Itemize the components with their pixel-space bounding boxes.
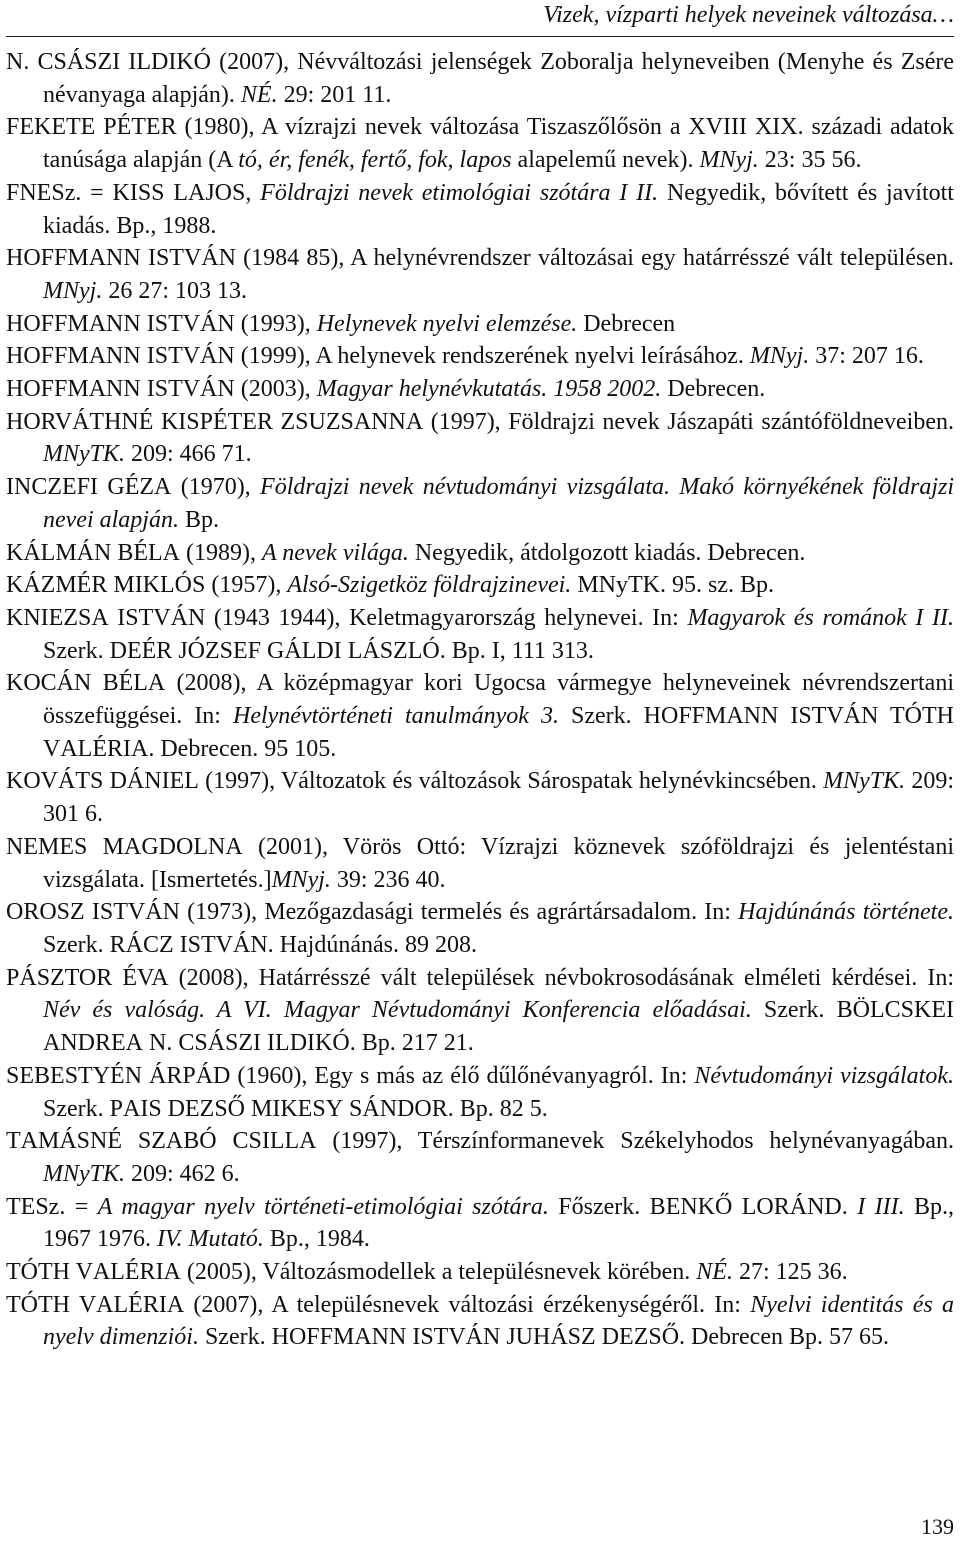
ref-text: (1973), Mezőgazdasági termelés és agrártársadalom. In: <box>179 899 739 926</box>
ref-author-smallcaps: OVÁTS <box>23 768 104 795</box>
ref-text: (1997), Földrajzi nevek Jászapáti szántóföldneveiben. <box>423 408 954 435</box>
ref-text: P <box>6 964 20 991</box>
ref-author-smallcaps: ORVÁTHNÉ <box>23 408 154 435</box>
ref-text: (1984 85), A helynévrendszer változásai egy határrésszé vált településen. <box>235 245 954 272</box>
ref-text: M <box>87 833 124 860</box>
ref-text: (1957), <box>205 572 288 599</box>
reference-entry <box>6 373 954 406</box>
ref-author-smallcaps: ALÉRIA <box>92 1259 181 1286</box>
ref-text: N. C <box>143 1030 195 1057</box>
ref-author-smallcaps: STVÁN <box>798 703 879 730</box>
ref-text: I <box>261 1030 276 1057</box>
ref-author-smallcaps: UHÁSZ <box>515 1324 596 1351</box>
ref-text: I <box>140 343 155 370</box>
ref-text: S <box>122 1128 152 1155</box>
ref-author-smallcaps: ÓTH <box>904 703 954 730</box>
ref-text: (2001), Vörös Ottó: Vízrajzi köznevek szóföldrajzi és jelentéstani vizsgálata. [Ismertetés.] <box>43 833 954 893</box>
ref-text: , <box>245 179 261 206</box>
reference-entry <box>6 962 954 1060</box>
ref-author-smallcaps: SILLA <box>248 1128 317 1155</box>
reference-entry <box>6 406 954 471</box>
ref-text: H <box>6 376 24 403</box>
ref-text: (2005), Változásmodellek a településnevek körében. <box>180 1259 697 1286</box>
ref-italic-text: NÉ. <box>240 81 278 108</box>
ref-text: K <box>153 408 179 435</box>
ref-author-smallcaps: STVÁN <box>420 1324 501 1351</box>
ref-text: Á <box>142 1062 167 1089</box>
ref-text: Szerk. B <box>751 997 853 1024</box>
ref-text: Bp., 1984. <box>263 1226 370 1253</box>
ref-italic-text: Hajdúnánás története. <box>738 899 955 926</box>
ref-author-smallcaps: STVÁN <box>125 604 206 631</box>
ref-italic-text: tó, ér, fenék, fertő, fok, lapos <box>238 147 512 174</box>
ref-italic-text: MNyTK. <box>43 441 126 468</box>
ref-author-smallcaps: OFFMANN <box>23 245 141 272</box>
ref-text: I <box>173 931 188 958</box>
ref-italic-text: MNyTK. <box>43 1160 126 1187</box>
ref-text: H <box>6 408 24 435</box>
ref-author-smallcaps: ÁLMÁN <box>23 539 112 566</box>
ref-author-smallcaps: NIEZSA <box>23 604 109 631</box>
ref-text: (2007), Névváltozási jelenségek Zoboralja helyneveiben (Menyhe és Zsére névanyaga alapján). <box>43 49 954 108</box>
ref-text: . <box>841 1193 858 1220</box>
ref-text: T <box>878 703 905 730</box>
ref-author-smallcaps: ÉLA <box>133 539 181 566</box>
ref-text: A <box>43 1030 61 1057</box>
ref-text: Debrecen. <box>661 376 766 403</box>
ref-author-smallcaps: EKETE <box>19 114 96 141</box>
ref-author-smallcaps: ISS <box>129 179 165 206</box>
ref-text: 23: 35 56. <box>758 147 862 174</box>
header-rule <box>6 36 954 37</box>
ref-author-smallcaps: EÉR <box>126 637 173 664</box>
ref-author-smallcaps: EZSŐ <box>619 1324 680 1351</box>
ref-text: S <box>6 1062 20 1089</box>
ref-author-smallcaps: ÁCZ <box>125 931 174 958</box>
ref-author-smallcaps: OFFMANN <box>660 703 779 730</box>
running-title: Vizek, vízparti helyek neveinek változása… <box>543 2 954 28</box>
ref-text: B <box>91 670 119 697</box>
ref-author-smallcaps: EZSŐ <box>185 1095 246 1122</box>
ref-text: TESz. = <box>6 1193 98 1220</box>
ref-text: Negyedik, átdolgozott kiadás. Debrecen. <box>408 539 806 566</box>
ref-text: . Bp. 82 5. <box>447 1095 548 1122</box>
ref-author-smallcaps: STVÁN <box>154 310 235 337</box>
ref-text: Debrecen <box>577 310 676 337</box>
ref-author-smallcaps: EBESTYÉN <box>19 1062 143 1089</box>
ref-author-smallcaps: ISPÉTER <box>178 408 273 435</box>
ref-text: (1980), A vízrajzi nevek változása Tiszaszőlősön a XVIII XIX. századi adatok tanúsága alapján (A <box>43 114 954 174</box>
ref-text: Szerk. D <box>43 637 127 664</box>
reference-entry <box>6 242 954 307</box>
ref-author-smallcaps: ORÁND <box>756 1193 842 1220</box>
ref-text: T <box>6 1128 21 1155</box>
ref-text: 209: 466 71. <box>125 441 252 468</box>
ref-italic-text: NÉ. <box>696 1259 733 1286</box>
ref-text: . Bp. I, 111 313. <box>439 637 594 664</box>
ref-author-smallcaps: IKESY <box>272 1095 344 1122</box>
ref-author-smallcaps: ALÉRIA <box>60 735 149 762</box>
ref-text: 29: 201 11. <box>277 81 392 108</box>
ref-italic-text: Helynévtörténeti tanulmányok 3. <box>233 703 559 730</box>
ref-author-smallcaps: STVÁN <box>187 931 268 958</box>
reference-entry <box>6 308 954 341</box>
ref-text: (1989), <box>180 539 262 566</box>
reference-entry <box>6 602 954 667</box>
ref-text: O <box>6 899 24 926</box>
ref-author-smallcaps: IKLÓS <box>134 572 206 599</box>
ref-text: I <box>6 474 14 501</box>
ref-text: Szerk. H <box>558 703 661 730</box>
ref-text: H <box>6 245 24 272</box>
ref-author-smallcaps: ÁZMÉR <box>23 572 108 599</box>
ref-text: K <box>6 539 24 566</box>
ref-author-smallcaps: AMÁSNÉ <box>20 1128 123 1155</box>
ref-text: (2008), Határrésszé vált települések névbokrosodásának elméleti kérdései. In: <box>168 964 954 991</box>
ref-author-smallcaps: STVÁN <box>99 899 180 926</box>
ref-text: S <box>343 1095 363 1122</box>
ref-author-smallcaps: ENKŐ <box>665 1193 733 1220</box>
ref-italic-text: I III. <box>857 1193 905 1220</box>
ref-italic-text: IV. Mutató. <box>157 1226 264 1253</box>
ref-italic-text: MNyTK. <box>823 768 906 795</box>
ref-author-smallcaps: OCÁN <box>23 670 92 697</box>
ref-author-smallcaps: ÉTER <box>116 114 177 141</box>
ref-author-smallcaps: AIS <box>123 1095 162 1122</box>
ref-author-smallcaps: ÁNDOR <box>362 1095 448 1122</box>
ref-author-smallcaps: ALÉRIA <box>96 1291 185 1318</box>
ref-text: 39: 236 40. <box>330 866 446 893</box>
ref-text: . Debrecen Bp. 57 65. <box>679 1324 889 1351</box>
reference-entry <box>6 1191 954 1256</box>
ref-text: L <box>341 637 363 664</box>
ref-italic-text: Magyarok és románok I II. <box>687 604 955 631</box>
ref-text: I <box>120 49 137 75</box>
ref-author-smallcaps: ÉLA <box>118 670 166 697</box>
ref-author-smallcaps: VA <box>136 964 169 991</box>
reference-entry <box>6 667 954 765</box>
reference-entry <box>6 46 954 111</box>
ref-text: (1970), <box>171 474 261 501</box>
ref-text: I <box>140 245 156 272</box>
reference-entry <box>6 177 954 242</box>
reference-entry <box>6 896 954 961</box>
ref-text: 209: 462 6. <box>125 1160 240 1187</box>
ref-text: B <box>111 539 134 566</box>
reference-entry <box>6 537 954 570</box>
ref-text: V <box>70 1259 93 1286</box>
ref-text: K <box>6 572 24 599</box>
ref-author-smallcaps: ÓTH <box>20 1291 70 1318</box>
ref-text: MNyTK. 95. sz. Bp. <box>571 572 774 599</box>
ref-text: G <box>261 637 285 664</box>
ref-author-smallcaps: ÁNIEL <box>126 768 199 795</box>
reference-entry <box>6 1125 954 1190</box>
ref-text: T <box>6 1259 21 1286</box>
ref-author-smallcaps: OFFMANN <box>23 310 141 337</box>
ref-text: Szerk. H <box>198 1324 289 1351</box>
ref-text: C <box>216 1128 249 1155</box>
ref-italic-text: Alsó-Szigetköz földrajzinevei. <box>287 572 572 599</box>
ref-text: 26 27: 103 13. <box>102 277 247 304</box>
ref-text: G <box>98 474 125 501</box>
ref-author-smallcaps: AGDOLNA <box>124 833 243 860</box>
ref-text: Szerk. P <box>43 1095 123 1122</box>
reference-entry <box>6 765 954 830</box>
ref-text: Szerk. R <box>43 931 126 958</box>
ref-text: (1997), Térszínformanevek Székelyhodos helynévanyagában. <box>316 1128 954 1155</box>
ref-text: FNESz. = K <box>6 179 130 206</box>
ref-text: V <box>70 1291 97 1318</box>
reference-entry <box>6 1289 954 1354</box>
ref-text: (1943 1944), Keletmagyarország helynevei. In: <box>205 604 688 631</box>
ref-author-smallcaps: ROSZ <box>23 899 85 926</box>
reference-entry <box>6 1060 954 1125</box>
ref-author-smallcaps: LDIKÓ <box>275 1030 350 1057</box>
reference-list <box>6 46 954 1354</box>
ref-author-smallcaps: SÁSZI <box>194 1030 262 1057</box>
ref-author-smallcaps: ÖLCSKEI <box>852 997 955 1024</box>
ref-text: H <box>6 343 24 370</box>
ref-text: 27: 125 36. <box>732 1259 848 1286</box>
reference-entry <box>6 111 954 176</box>
reference-entry <box>6 471 954 536</box>
ref-text: M <box>107 572 135 599</box>
ref-text: (1999), A helynevek rendszerének nyelvi leírásához. <box>234 343 750 370</box>
ref-text: alapelemű nevek). <box>511 147 700 174</box>
ref-author-smallcaps: NDREA <box>60 1030 144 1057</box>
ref-text: . Debrecen. 95 105. <box>148 735 337 762</box>
ref-text: H <box>6 310 24 337</box>
ref-text: D <box>103 768 127 795</box>
ref-text: D <box>161 1095 186 1122</box>
ref-text: (1960), Egy s más az élő dűlőnévanyagról. In: <box>230 1062 695 1089</box>
ref-italic-text: A nevek világa. <box>262 539 409 566</box>
ref-text: (2007), A településnevek változási érzékenységéről. In: <box>184 1291 751 1318</box>
ref-text: I <box>84 899 100 926</box>
ref-text: N. C <box>6 49 54 75</box>
ref-author-smallcaps: ZABÓ <box>151 1128 217 1155</box>
ref-author-smallcaps: OFFMANN <box>23 376 141 403</box>
ref-text: I <box>406 1324 421 1351</box>
ref-text: Főszerk. B <box>548 1193 666 1220</box>
ref-text: É <box>112 964 137 991</box>
ref-text: I <box>140 376 155 403</box>
ref-author-smallcaps: ÓZSEF <box>187 637 262 664</box>
ref-text: Z <box>272 408 296 435</box>
ref-text: D <box>595 1324 620 1351</box>
ref-text: T <box>6 1291 21 1318</box>
ref-text: I <box>108 604 126 631</box>
ref-text: . Hajdúnánás. 89 208. <box>267 931 477 958</box>
ref-text: J <box>500 1324 516 1351</box>
ref-text: (2008), A középmagyar kori Ugocsa vármegye helyneveinek névrendszertani összefüggései. In: <box>43 670 955 730</box>
ref-text: F <box>6 114 20 141</box>
ref-author-smallcaps: ÁSZLÓ <box>362 637 440 664</box>
ref-text: L <box>164 179 188 206</box>
ref-text: I <box>140 310 155 337</box>
ref-author-smallcaps: OFFMANN <box>288 1324 407 1351</box>
ref-text: P <box>95 114 117 141</box>
ref-italic-text: Nyelvi identitás és a nyelv dimenziói. <box>43 1291 954 1351</box>
ref-italic-text: A magyar nyelv történeti-etimológiai szótára. <box>97 1193 549 1220</box>
ref-text: Negyedik, bővített és javított kiadás. Bp., 1988. <box>43 179 954 239</box>
ref-text: N <box>6 833 24 860</box>
ref-italic-text: Név és valóság. A VI. Magyar Névtudományi Konferencia előadásai. <box>43 997 752 1024</box>
ref-text: K <box>6 768 24 795</box>
ref-author-smallcaps: SUZSANNA <box>295 408 424 435</box>
reference-entry <box>6 569 954 602</box>
ref-author-smallcaps: RPÁD <box>166 1062 231 1089</box>
ref-text: (1993), <box>234 310 317 337</box>
ref-text: (1997), Változatok és változások Sárospatak helynévkincsében. <box>198 768 824 795</box>
ref-italic-text: MNyj. <box>43 277 103 304</box>
ref-author-smallcaps: ÁSZTOR <box>19 964 113 991</box>
ref-text: I <box>778 703 799 730</box>
ref-author-smallcaps: EMES <box>23 833 88 860</box>
ref-author-smallcaps: ÉZA <box>124 474 172 501</box>
ref-text: Bp. <box>178 506 219 533</box>
ref-text: K <box>6 670 24 697</box>
ref-text: 209: 301 6. <box>43 768 954 828</box>
ref-italic-text: MNyj. <box>699 147 759 174</box>
ref-text: (2003), <box>234 376 317 403</box>
ref-italic-text: MNyj. <box>271 866 331 893</box>
ref-author-smallcaps: SÁSZI <box>53 49 121 75</box>
ref-author-smallcaps: STVÁN <box>154 343 235 370</box>
page-number: 139 <box>921 1514 954 1539</box>
ref-text: Bp., 1967 1976. <box>43 1193 955 1253</box>
ref-text: . Bp. 217 21. <box>349 1030 474 1057</box>
ref-italic-text: MNyj. <box>749 343 810 370</box>
ref-author-smallcaps: LDIKÓ <box>136 49 211 75</box>
ref-author-smallcaps: STVÁN <box>154 376 235 403</box>
ref-author-smallcaps: ÓTH <box>20 1259 70 1286</box>
ref-text: 37: 207 16. <box>809 343 924 370</box>
ref-author-smallcaps: ÁLDI <box>284 637 342 664</box>
ref-italic-text: Névtudományi vizsgálatok. <box>694 1062 954 1089</box>
ref-text: L <box>732 1193 757 1220</box>
ref-italic-text: Földrajzi nevek névtudományi vizsgálata. Makó környékének földrajzi nevei alapján. <box>43 474 954 533</box>
ref-text: V <box>43 735 61 762</box>
reference-entry <box>6 340 954 373</box>
ref-text: M <box>245 1095 273 1122</box>
ref-italic-text: Magyar helynévkutatás. 1958 2002. <box>316 376 662 403</box>
ref-italic-text: Helynevek nyelvi elemzése. <box>316 310 578 337</box>
reference-entry <box>6 831 954 896</box>
ref-italic-text: Földrajzi nevek etimológiai szótára I II. <box>260 179 659 206</box>
ref-text: K <box>6 604 24 631</box>
ref-author-smallcaps: STVÁN <box>155 245 236 272</box>
reference-entry <box>6 1256 954 1289</box>
ref-author-smallcaps: OFFMANN <box>23 343 141 370</box>
ref-author-smallcaps: AJOS <box>187 179 246 206</box>
ref-text: J <box>172 637 188 664</box>
ref-author-smallcaps: NCZEFI <box>14 474 98 501</box>
